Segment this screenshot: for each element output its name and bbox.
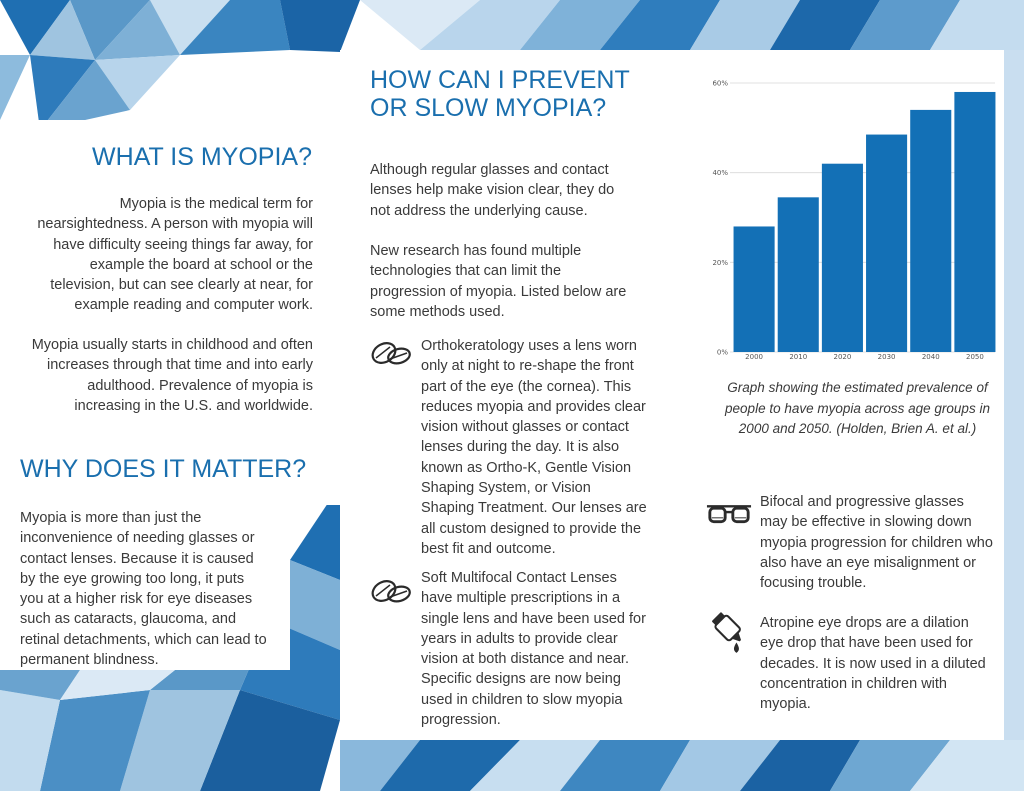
chart-bar-2000 — [734, 226, 775, 352]
x-tick-label: 2030 — [877, 353, 896, 361]
what-is-myopia-heading: WHAT IS MYOPIA? — [92, 143, 312, 171]
y-tick-label: 40% — [712, 169, 728, 178]
what-is-myopia-paragraph-2: Myopia usually starts in childhood and often increases through that time and into early adulthood. Prevalence of myopia is increasing in the U.S. and worldwide. — [31, 337, 313, 414]
chart-bar-2020 — [822, 164, 863, 352]
y-tick-label: 60% — [712, 79, 728, 88]
x-tick-label: 2010 — [789, 353, 808, 361]
myopia-prevalence-chart — [700, 76, 1000, 366]
y-tick-label: 0% — [716, 348, 728, 357]
why-does-it-matter-heading: WHY DOES IT MATTER? — [20, 455, 307, 483]
contact-lens-icon — [370, 576, 414, 606]
orthokeratology-paragraph: Orthokeratology uses a lens worn only at night to re-shape the front part of the eye (the cornea). This reduces myopia and provides clear vision without glasses or contact lenses during the day. It is also known as Ortho-K, Gentle Vision Shaping System, or Vision Shaping Treatment. Our lenses are all custom designed to provide the best fit and outcome. — [421, 338, 647, 557]
contact-lens-icon — [370, 338, 414, 368]
how-can-i-prevent-heading: HOW CAN I PREVENT OR SLOW MYOPIA? — [370, 66, 630, 122]
x-tick-label: 2050 — [966, 353, 984, 361]
intro-paragraph-2: New research has found multiple technologies that can limit the progression of myopia. Listed below are some methods used. — [370, 243, 627, 320]
eye-drop-icon — [710, 610, 744, 656]
soft-multifocal-paragraph: Soft Multifocal Contact Lenses have multiple prescriptions in a single lens and have been used for years in adults to provide clear vision at both distance and near. Specific designs are now being used in children to slow myopia progression. — [421, 570, 646, 729]
x-tick-label: 2020 — [833, 353, 852, 361]
what-is-myopia-paragraph-1: Myopia is the medical term for nearsightedness. A person with myopia will have difficulty seeing things far away, for example the board at school or the television, but can see clearly at near, for example reading and computer work. — [37, 196, 313, 314]
chart-bar-2030 — [866, 135, 907, 352]
chart-bar-2050 — [954, 92, 995, 352]
chart-bar-2010 — [778, 197, 819, 352]
chart-bar-2040 — [910, 110, 951, 352]
x-tick-label: 2040 — [921, 353, 940, 361]
why-does-it-matter-paragraph: Myopia is more than just the inconvenience of needing glasses or contact lenses. Because it is caused by the eye growing too long, it puts you at a higher risk for eye diseases such as cataracts, glaucoma, and retinal detachments, which can lead to permanent blindness. — [20, 510, 267, 669]
glasses-icon — [706, 500, 752, 528]
atropine-paragraph: Atropine eye drops are a dilation eye drop that have been used for decades. It is now used in a diluted concentration in children with myopia. — [760, 615, 986, 713]
chart-caption: Graph showing the estimated prevalence of people to have myopia across age groups in 2000 and 2050. (Holden, Brien A. et al.) — [725, 380, 990, 436]
x-tick-label: 2000 — [745, 353, 763, 361]
bifocal-paragraph: Bifocal and progressive glasses may be effective in slowing down myopia progression for children who also have an eye misalignment or focusing trouble. — [760, 494, 993, 592]
intro-paragraph-1: Although regular glasses and contact lenses help make vision clear, they do not address the underlying cause. — [370, 162, 615, 219]
y-tick-label: 20% — [712, 258, 728, 267]
